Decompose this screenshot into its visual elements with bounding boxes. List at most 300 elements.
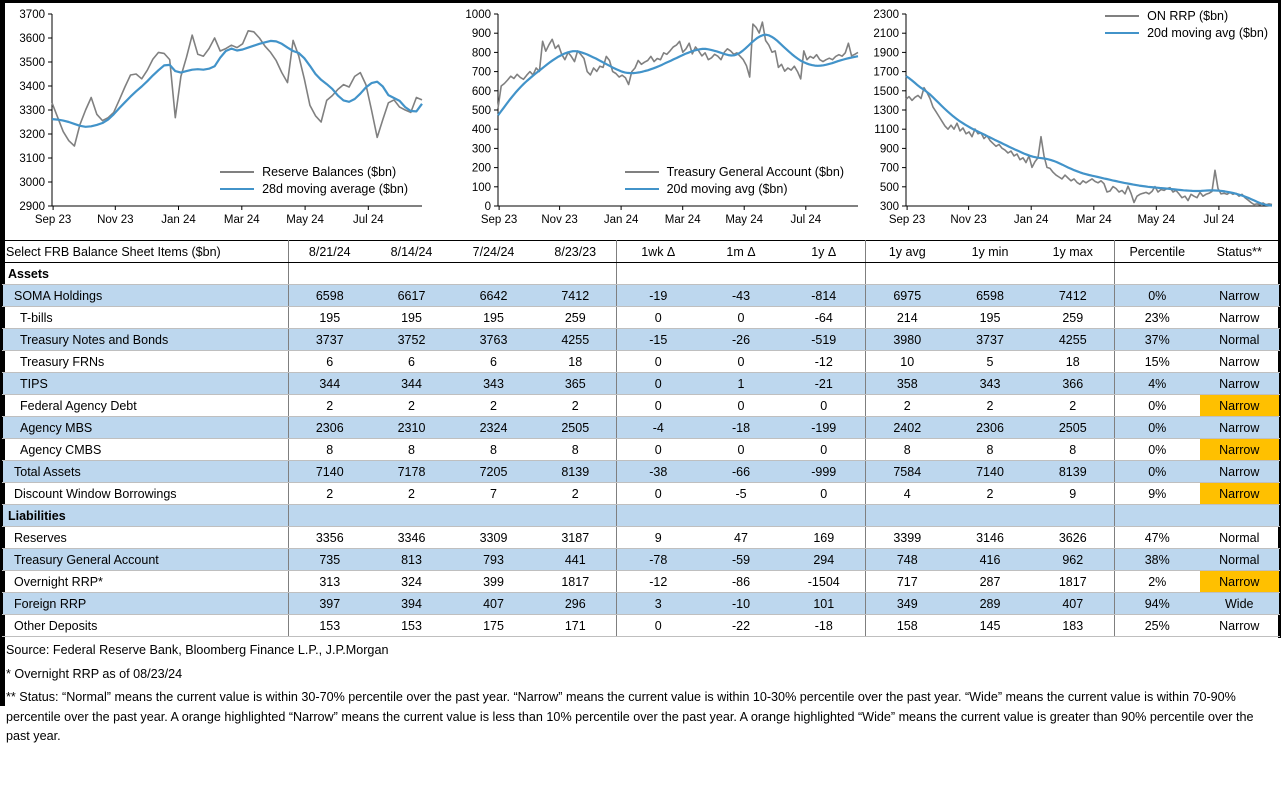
- section-row: [3, 505, 1280, 527]
- value-cell: 8: [453, 439, 535, 461]
- row-label: SOMA Holdings: [3, 285, 289, 307]
- value-cell: 171: [535, 615, 617, 637]
- value-cell: -38: [617, 461, 700, 483]
- value-cell: 8: [949, 439, 1032, 461]
- value-cell: 7140: [289, 461, 371, 483]
- value-cell: -21: [783, 373, 866, 395]
- value-cell: 8: [289, 439, 371, 461]
- table-row: [3, 483, 1280, 505]
- value-cell: 2324: [453, 417, 535, 439]
- value-cell: 3399: [866, 527, 949, 549]
- section-row: [3, 263, 1280, 285]
- percentile-cell: 9%: [1115, 483, 1200, 505]
- value-cell: 2306: [289, 417, 371, 439]
- value-cell: 1: [700, 373, 783, 395]
- svg-text:900: 900: [879, 143, 899, 156]
- legend-swatch-blue-line-icon: [625, 188, 659, 191]
- value-cell: 397: [289, 593, 371, 615]
- chart-legend: [1105, 9, 1268, 40]
- value-cell: 7140: [949, 461, 1032, 483]
- value-cell: 1817: [535, 571, 617, 593]
- value-cell: 365: [535, 373, 617, 395]
- value-cell: -814: [783, 285, 866, 307]
- value-cell: 8139: [535, 461, 617, 483]
- svg-text:Nov 23: Nov 23: [541, 214, 578, 226]
- value-cell: 294: [783, 549, 866, 571]
- value-cell: 0: [617, 351, 700, 373]
- value-cell: 6: [371, 351, 453, 373]
- value-cell: 2: [866, 395, 949, 417]
- balance-sheet-table: [2, 240, 1280, 637]
- value-cell: -64: [783, 307, 866, 329]
- table-row: [3, 395, 1280, 417]
- value-cell: 2310: [371, 417, 453, 439]
- percentile-cell: 47%: [1115, 527, 1200, 549]
- legend-label: 20d moving avg ($bn): [666, 182, 788, 196]
- value-cell: [949, 263, 1032, 285]
- percentile-cell: 25%: [1115, 615, 1200, 637]
- value-cell: 7412: [535, 285, 617, 307]
- percentile-cell: [1115, 263, 1200, 285]
- value-cell: [700, 263, 783, 285]
- svg-text:600: 600: [471, 85, 491, 98]
- value-cell: 158: [866, 615, 949, 637]
- row-label: Overnight RRP*: [3, 571, 289, 593]
- value-cell: 153: [371, 615, 453, 637]
- value-cell: 195: [453, 307, 535, 329]
- percentile-cell: 94%: [1115, 593, 1200, 615]
- table-row: [3, 571, 1280, 593]
- value-cell: 259: [535, 307, 617, 329]
- value-cell: -4: [617, 417, 700, 439]
- value-cell: 349: [866, 593, 949, 615]
- value-cell: 8: [371, 439, 453, 461]
- legend-label: 20d moving avg ($bn): [1147, 26, 1268, 40]
- svg-text:Nov 23: Nov 23: [950, 214, 987, 226]
- svg-text:200: 200: [471, 162, 491, 175]
- column-header: 7/24/24: [453, 241, 535, 263]
- value-cell: 2: [453, 395, 535, 417]
- percentile-cell: 0%: [1115, 461, 1200, 483]
- value-cell: 195: [949, 307, 1032, 329]
- source-note: Source: Federal Reserve Bank, Bloomberg Finance L.P., J.P.Morgan: [6, 643, 389, 657]
- value-cell: 1817: [1032, 571, 1115, 593]
- column-header: 1m Δ: [700, 241, 783, 263]
- value-cell: 3187: [535, 527, 617, 549]
- value-cell: 6598: [949, 285, 1032, 307]
- percentile-cell: 38%: [1115, 549, 1200, 571]
- value-cell: 153: [289, 615, 371, 637]
- svg-text:May 24: May 24: [1137, 214, 1176, 226]
- value-cell: 2: [1032, 395, 1115, 417]
- table-row: [3, 439, 1280, 461]
- chart-legend: [220, 165, 408, 196]
- svg-text:300: 300: [879, 201, 899, 213]
- table-row: [3, 461, 1280, 483]
- row-label: Agency CMBS: [3, 439, 289, 461]
- svg-text:Jan 24: Jan 24: [1013, 214, 1049, 226]
- value-cell: -5: [700, 483, 783, 505]
- value-cell: 9: [1032, 483, 1115, 505]
- svg-text:Jul 24: Jul 24: [1203, 214, 1235, 226]
- value-cell: -12: [783, 351, 866, 373]
- row-label: Reserves: [3, 527, 289, 549]
- value-cell: 7412: [1032, 285, 1115, 307]
- value-cell: [617, 505, 700, 527]
- value-cell: 0: [617, 395, 700, 417]
- svg-text:May 24: May 24: [725, 214, 764, 226]
- value-cell: 3: [617, 593, 700, 615]
- value-cell: 145: [949, 615, 1032, 637]
- percentile-cell: 0%: [1115, 285, 1200, 307]
- status-cell: Narrow: [1200, 417, 1280, 439]
- value-cell: [371, 263, 453, 285]
- status-cell: Normal: [1200, 329, 1280, 351]
- value-cell: [289, 505, 371, 527]
- value-cell: 717: [866, 571, 949, 593]
- svg-text:1000: 1000: [465, 9, 491, 21]
- value-cell: 6598: [289, 285, 371, 307]
- value-cell: [535, 263, 617, 285]
- value-cell: 0: [617, 483, 700, 505]
- row-label: Foreign RRP: [3, 593, 289, 615]
- percentile-cell: 0%: [1115, 417, 1200, 439]
- value-cell: 2: [949, 395, 1032, 417]
- reserve-balances-chart: [8, 6, 428, 236]
- value-cell: 7: [453, 483, 535, 505]
- svg-text:3600: 3600: [19, 33, 45, 45]
- svg-text:Jul 24: Jul 24: [790, 214, 822, 226]
- table-row: [3, 329, 1280, 351]
- value-cell: 407: [453, 593, 535, 615]
- footnotes: [6, 641, 1272, 751]
- legend-entry: [1105, 9, 1268, 23]
- value-cell: 0: [783, 483, 866, 505]
- value-cell: -12: [617, 571, 700, 593]
- percentile-cell: 37%: [1115, 329, 1200, 351]
- value-cell: 313: [289, 571, 371, 593]
- chart-canvas: [452, 6, 864, 236]
- legend-swatch-blue-line-icon: [1105, 32, 1139, 35]
- value-cell: -1504: [783, 571, 866, 593]
- value-cell: 324: [371, 571, 453, 593]
- value-cell: 6: [289, 351, 371, 373]
- value-cell: 2505: [535, 417, 617, 439]
- status-cell: Wide: [1200, 593, 1280, 615]
- value-cell: 0: [783, 395, 866, 417]
- value-cell: 3737: [289, 329, 371, 351]
- value-cell: -15: [617, 329, 700, 351]
- value-cell: 10: [866, 351, 949, 373]
- svg-text:Mar 24: Mar 24: [223, 214, 260, 226]
- svg-text:3300: 3300: [19, 105, 45, 117]
- svg-text:1500: 1500: [873, 85, 899, 98]
- svg-text:700: 700: [879, 162, 899, 175]
- value-cell: 344: [371, 373, 453, 395]
- value-cell: 2: [535, 395, 617, 417]
- value-cell: 3763: [453, 329, 535, 351]
- legend-label: Reserve Balances ($bn): [262, 165, 397, 179]
- value-cell: 748: [866, 549, 949, 571]
- value-cell: 2: [535, 483, 617, 505]
- column-header: Percentile: [1115, 241, 1200, 263]
- percentile-cell: 2%: [1115, 571, 1200, 593]
- value-cell: 416: [949, 549, 1032, 571]
- svg-text:1300: 1300: [873, 105, 899, 117]
- value-cell: 3980: [866, 329, 949, 351]
- table-row: [3, 417, 1280, 439]
- value-cell: 0: [700, 439, 783, 461]
- value-cell: [453, 505, 535, 527]
- value-cell: 3752: [371, 329, 453, 351]
- value-cell: 47: [700, 527, 783, 549]
- value-cell: 441: [535, 549, 617, 571]
- value-cell: -519: [783, 329, 866, 351]
- status-cell: Narrow: [1200, 285, 1280, 307]
- svg-text:300: 300: [471, 143, 491, 156]
- value-cell: 3309: [453, 527, 535, 549]
- svg-text:Jan 24: Jan 24: [161, 214, 196, 226]
- value-cell: 175: [453, 615, 535, 637]
- svg-text:3200: 3200: [19, 129, 45, 141]
- value-cell: -66: [700, 461, 783, 483]
- table-row: [3, 285, 1280, 307]
- value-cell: 7205: [453, 461, 535, 483]
- legend-entry: [220, 165, 408, 179]
- column-header: Status**: [1200, 241, 1280, 263]
- svg-text:3000: 3000: [19, 177, 45, 189]
- value-cell: 2: [289, 395, 371, 417]
- status-cell: Narrow: [1200, 439, 1280, 461]
- legend-entry: [625, 182, 844, 196]
- value-cell: 0: [783, 439, 866, 461]
- treasury-general-account-chart: [452, 6, 864, 236]
- legend-swatch-gray-line-icon: [625, 171, 659, 174]
- value-cell: 0: [700, 351, 783, 373]
- svg-text:800: 800: [471, 47, 491, 60]
- svg-text:700: 700: [471, 66, 491, 79]
- value-cell: 296: [535, 593, 617, 615]
- svg-text:3100: 3100: [19, 153, 45, 165]
- value-cell: 2402: [866, 417, 949, 439]
- value-cell: 5: [949, 351, 1032, 373]
- column-header: 1y max: [1032, 241, 1115, 263]
- svg-text:1100: 1100: [874, 124, 899, 137]
- chart-canvas: [8, 6, 428, 236]
- value-cell: [949, 505, 1032, 527]
- value-cell: 0: [617, 307, 700, 329]
- percentile-cell: 0%: [1115, 395, 1200, 417]
- row-label: T-bills: [3, 307, 289, 329]
- legend-swatch-gray-line-icon: [1105, 15, 1139, 18]
- svg-text:Nov 23: Nov 23: [97, 214, 134, 226]
- value-cell: 2: [371, 395, 453, 417]
- value-cell: 259: [1032, 307, 1115, 329]
- value-cell: -18: [700, 417, 783, 439]
- status-cell: Normal: [1200, 527, 1280, 549]
- value-cell: -199: [783, 417, 866, 439]
- value-cell: 0: [617, 373, 700, 395]
- value-cell: -86: [700, 571, 783, 593]
- value-cell: 962: [1032, 549, 1115, 571]
- value-cell: 0: [700, 307, 783, 329]
- value-cell: 358: [866, 373, 949, 395]
- value-cell: 343: [949, 373, 1032, 395]
- table-row: [3, 615, 1280, 637]
- value-cell: 4255: [1032, 329, 1115, 351]
- value-cell: 399: [453, 571, 535, 593]
- value-cell: 3626: [1032, 527, 1115, 549]
- row-label: Agency MBS: [3, 417, 289, 439]
- table-body: [3, 263, 1280, 637]
- value-cell: [1032, 263, 1115, 285]
- svg-text:2900: 2900: [19, 201, 45, 213]
- value-cell: 394: [371, 593, 453, 615]
- legend-label: ON RRP ($bn): [1147, 9, 1229, 23]
- value-cell: 8: [1032, 439, 1115, 461]
- value-cell: 6: [453, 351, 535, 373]
- value-cell: [617, 263, 700, 285]
- value-cell: 287: [949, 571, 1032, 593]
- value-cell: [783, 263, 866, 285]
- svg-text:Jan 24: Jan 24: [603, 214, 639, 226]
- value-cell: -19: [617, 285, 700, 307]
- column-header: 8/14/24: [371, 241, 453, 263]
- svg-text:0: 0: [484, 201, 491, 213]
- value-cell: 6642: [453, 285, 535, 307]
- status-cell: Narrow: [1200, 395, 1280, 417]
- svg-text:Sep 23: Sep 23: [34, 214, 72, 226]
- row-label: Treasury FRNs: [3, 351, 289, 373]
- value-cell: 0: [617, 615, 700, 637]
- value-cell: 2505: [1032, 417, 1115, 439]
- svg-text:1900: 1900: [873, 47, 899, 60]
- value-cell: 195: [289, 307, 371, 329]
- value-cell: -18: [783, 615, 866, 637]
- table-row: [3, 373, 1280, 395]
- value-cell: 18: [1032, 351, 1115, 373]
- value-cell: 169: [783, 527, 866, 549]
- column-header: 1y avg: [866, 241, 949, 263]
- table-row: [3, 307, 1280, 329]
- value-cell: 6975: [866, 285, 949, 307]
- value-cell: 813: [371, 549, 453, 571]
- value-cell: 8: [535, 439, 617, 461]
- svg-text:2100: 2100: [873, 28, 899, 41]
- value-cell: 195: [371, 307, 453, 329]
- value-cell: 0: [617, 439, 700, 461]
- legend-label: 28d moving average ($bn): [262, 182, 408, 196]
- value-cell: 4255: [535, 329, 617, 351]
- legend-swatch-gray-line-icon: [220, 171, 254, 174]
- table-row: [3, 527, 1280, 549]
- legend-swatch-blue-line-icon: [220, 188, 254, 191]
- value-cell: 8: [866, 439, 949, 461]
- value-cell: 407: [1032, 593, 1115, 615]
- legend-entry: [625, 165, 844, 179]
- status-cell: Normal: [1200, 549, 1280, 571]
- svg-text:Mar 24: Mar 24: [1075, 214, 1112, 226]
- value-cell: [866, 263, 949, 285]
- svg-text:Sep 23: Sep 23: [888, 214, 926, 226]
- value-cell: 366: [1032, 373, 1115, 395]
- row-label: Liabilities: [3, 505, 289, 527]
- status-cell: Narrow: [1200, 307, 1280, 329]
- svg-text:400: 400: [471, 124, 491, 137]
- svg-text:May 24: May 24: [286, 214, 324, 226]
- table-row: [3, 593, 1280, 615]
- svg-text:Sep 23: Sep 23: [480, 214, 518, 226]
- value-cell: 183: [1032, 615, 1115, 637]
- value-cell: 101: [783, 593, 866, 615]
- chart-canvas: [862, 6, 1278, 236]
- value-cell: 7178: [371, 461, 453, 483]
- value-cell: 3356: [289, 527, 371, 549]
- status-cell: [1200, 505, 1280, 527]
- row-label: Treasury Notes and Bonds: [3, 329, 289, 351]
- percentile-cell: 15%: [1115, 351, 1200, 373]
- value-cell: -43: [700, 285, 783, 307]
- status-cell: Narrow: [1200, 351, 1280, 373]
- column-header: 8/23/23: [535, 241, 617, 263]
- value-cell: [783, 505, 866, 527]
- table-row: [3, 351, 1280, 373]
- svg-text:Jul 24: Jul 24: [352, 214, 384, 226]
- value-cell: -10: [700, 593, 783, 615]
- on-rrp-chart: [862, 6, 1278, 236]
- status-cell: [1200, 263, 1280, 285]
- column-header: Select FRB Balance Sheet Items ($bn): [3, 241, 289, 263]
- value-cell: 0: [700, 395, 783, 417]
- status-cell: Narrow: [1200, 615, 1280, 637]
- value-cell: [1032, 505, 1115, 527]
- table-row: [3, 549, 1280, 571]
- row-label: Assets: [3, 263, 289, 285]
- value-cell: 3146: [949, 527, 1032, 549]
- page-frame-top: [0, 0, 1281, 3]
- legend-label: Treasury General Account ($bn): [666, 165, 844, 179]
- percentile-cell: 0%: [1115, 439, 1200, 461]
- svg-text:900: 900: [471, 28, 491, 41]
- percentile-cell: 23%: [1115, 307, 1200, 329]
- status-cell: Narrow: [1200, 483, 1280, 505]
- value-cell: -22: [700, 615, 783, 637]
- svg-text:3500: 3500: [19, 57, 45, 69]
- value-cell: -78: [617, 549, 700, 571]
- column-header: 1y min: [949, 241, 1032, 263]
- row-label: Total Assets: [3, 461, 289, 483]
- value-cell: 3737: [949, 329, 1032, 351]
- svg-text:Mar 24: Mar 24: [664, 214, 701, 226]
- value-cell: 7584: [866, 461, 949, 483]
- column-header: 1y Δ: [783, 241, 866, 263]
- value-cell: 2: [371, 483, 453, 505]
- row-label: Other Deposits: [3, 615, 289, 637]
- status-cell: Narrow: [1200, 571, 1280, 593]
- value-cell: [453, 263, 535, 285]
- value-cell: 9: [617, 527, 700, 549]
- status-cell: Narrow: [1200, 461, 1280, 483]
- row-label: Treasury General Account: [3, 549, 289, 571]
- svg-text:2300: 2300: [873, 9, 899, 21]
- value-cell: 735: [289, 549, 371, 571]
- footnote-overnight-rrp: * Overnight RRP as of 08/23/24: [6, 666, 183, 681]
- value-cell: [700, 505, 783, 527]
- value-cell: -999: [783, 461, 866, 483]
- legend-entry: [1105, 26, 1268, 40]
- svg-text:500: 500: [471, 105, 491, 117]
- svg-text:1700: 1700: [873, 66, 899, 79]
